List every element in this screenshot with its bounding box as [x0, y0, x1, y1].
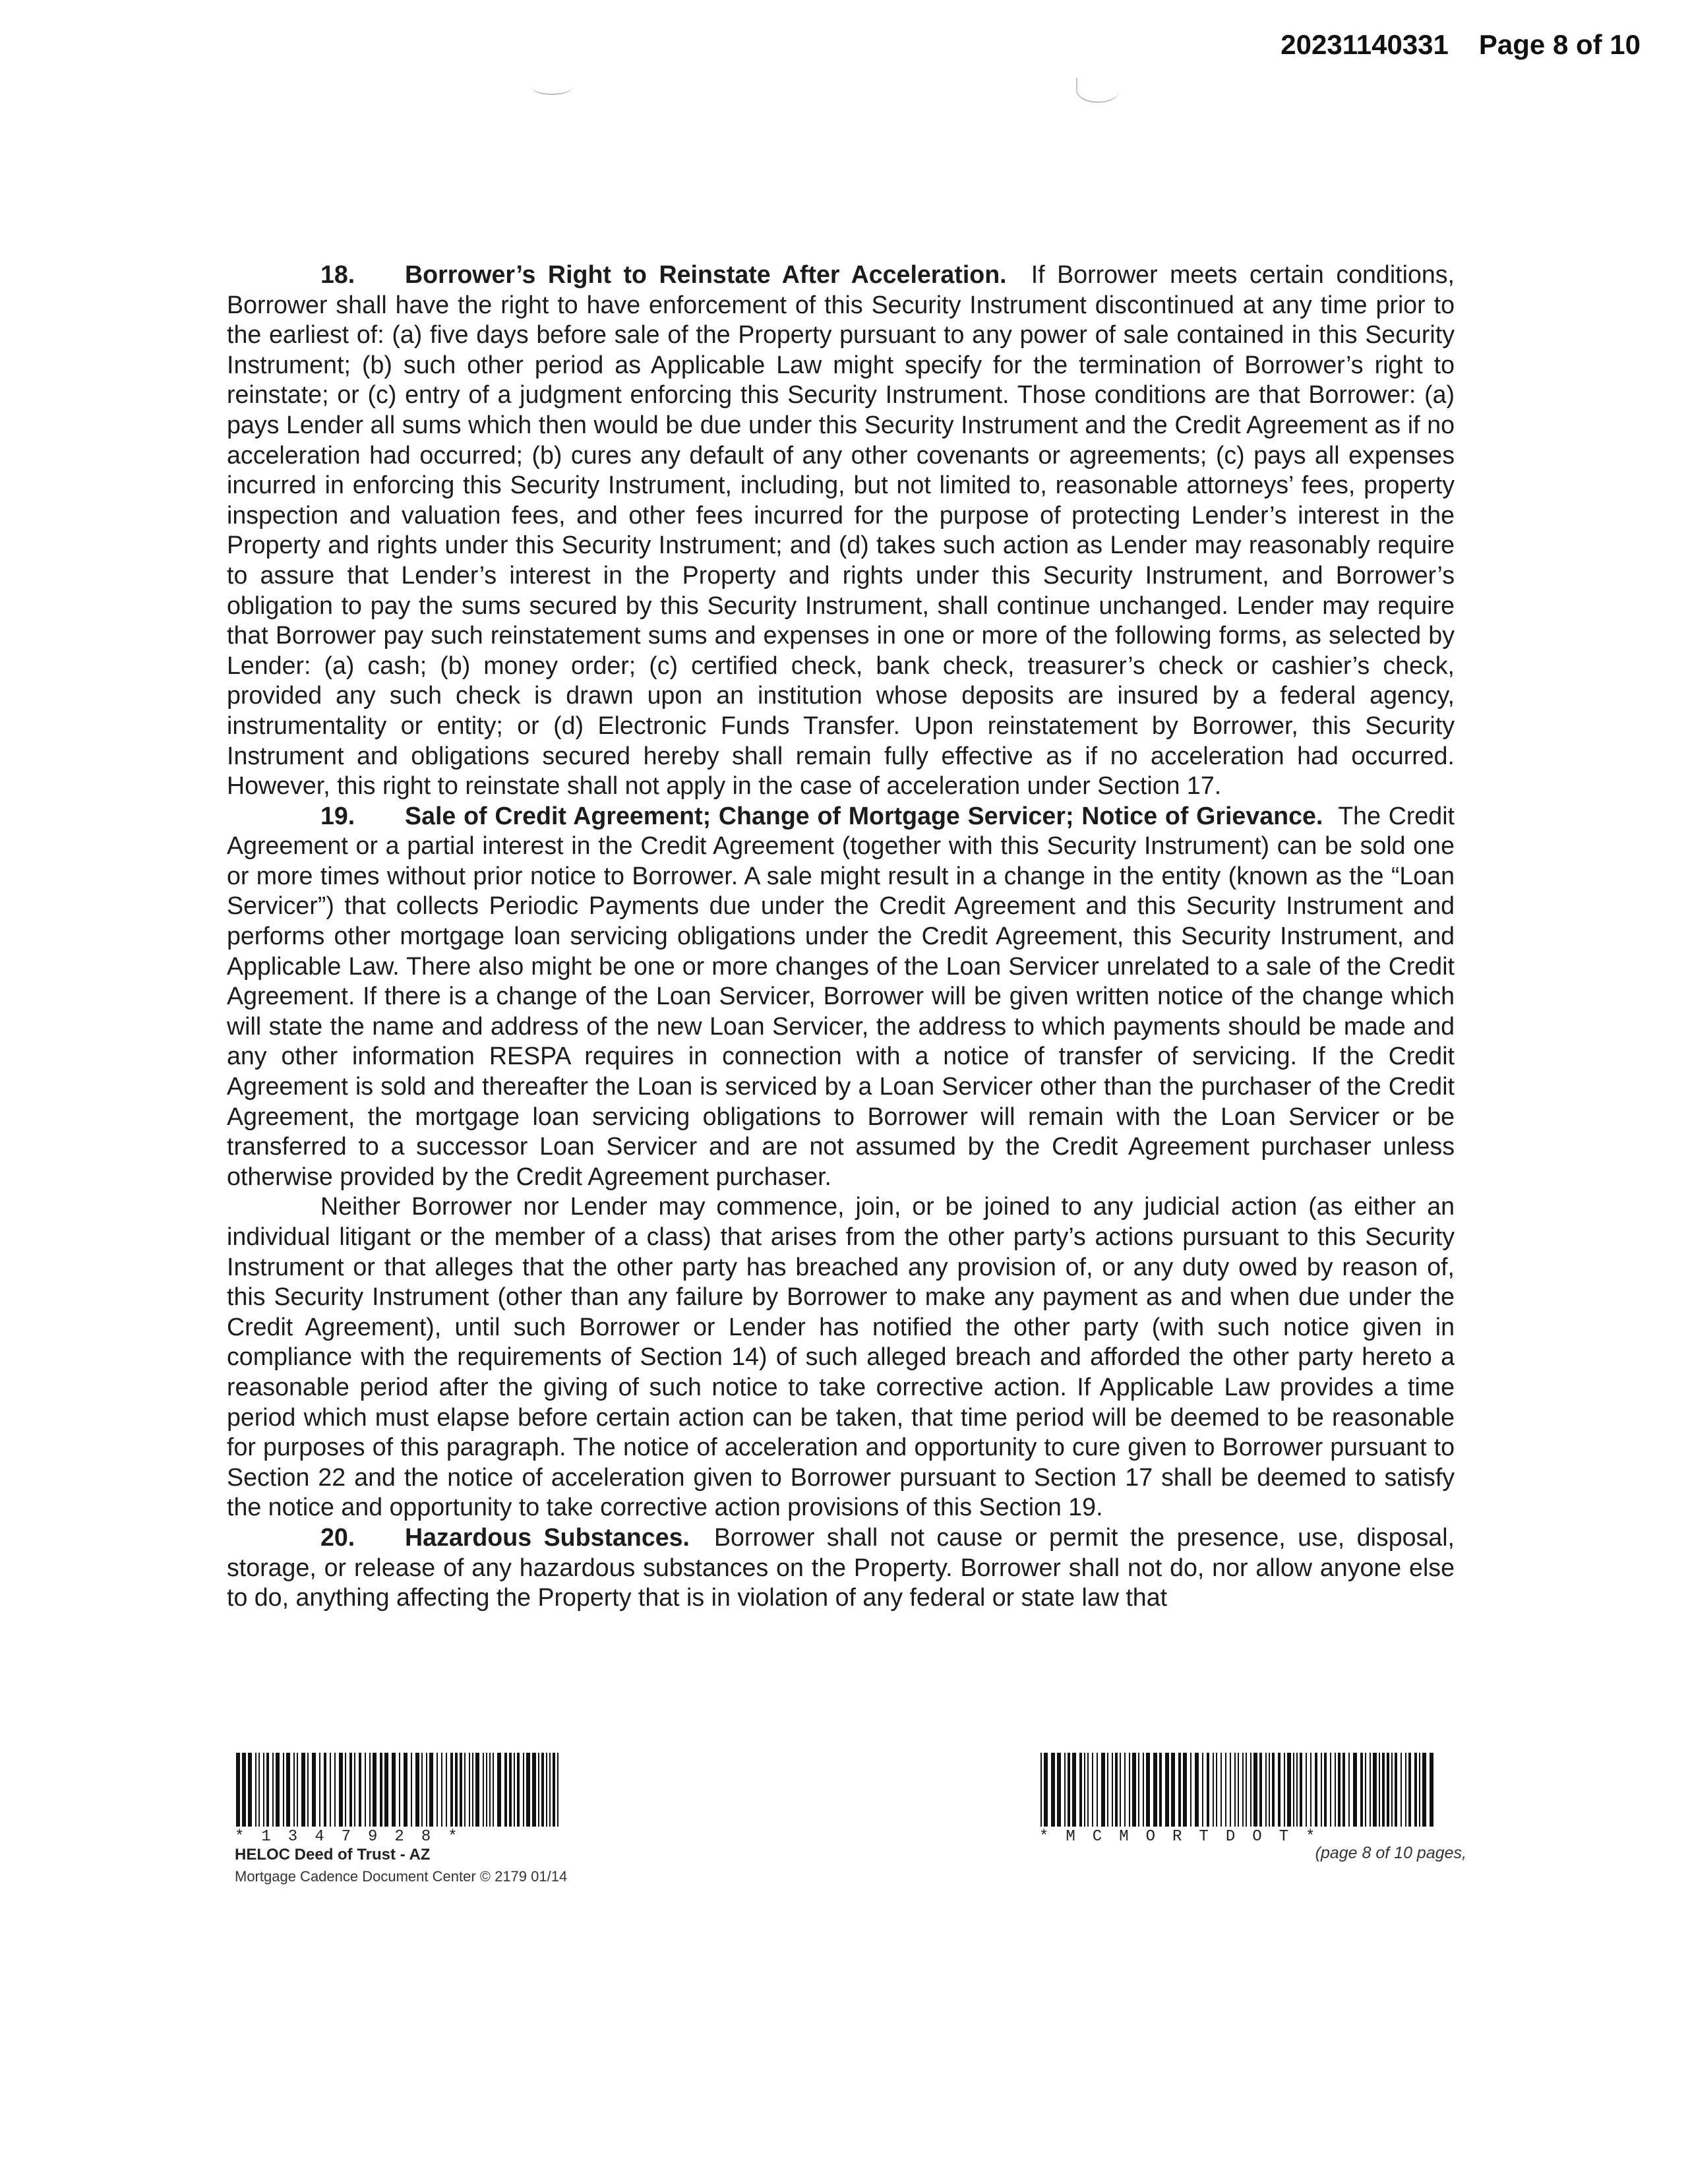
barcode-bar — [549, 1753, 551, 1827]
section-20 — [227, 1523, 1455, 1613]
barcode-bar — [509, 1753, 512, 1827]
barcode-bar — [1084, 1753, 1085, 1827]
barcode-bar — [1310, 1753, 1311, 1827]
document-body — [227, 260, 1455, 1613]
barcode-bar — [276, 1753, 280, 1827]
barcode-bar — [1068, 1753, 1070, 1827]
barcode-bar — [1153, 1753, 1157, 1827]
barcode-bar — [1178, 1753, 1181, 1827]
barcode-bar — [1040, 1753, 1042, 1827]
barcode-bar — [538, 1753, 539, 1827]
barcode-bar — [307, 1753, 309, 1827]
barcode-bar — [541, 1753, 544, 1827]
form-footer: Mortgage Cadence Document Center © 2179 01/14 — [235, 1868, 568, 1885]
section-19 — [227, 801, 1455, 1192]
barcode-bar — [546, 1753, 547, 1827]
barcode-bar — [392, 1753, 396, 1827]
barcode-left-graphic — [235, 1753, 563, 1827]
barcode-bar — [399, 1753, 400, 1827]
barcode-bar — [1132, 1753, 1136, 1827]
barcode-bar — [297, 1753, 298, 1827]
barcode-bar — [330, 1753, 331, 1827]
barcode-bar — [553, 1753, 555, 1827]
barcode-bar — [1072, 1753, 1076, 1827]
barcode-bar — [1278, 1753, 1281, 1827]
barcode-bar — [1183, 1753, 1187, 1827]
barcode-bar — [354, 1753, 355, 1827]
right-footer-block — [1039, 1753, 1435, 1846]
barcode-bar — [293, 1753, 295, 1827]
barcode-bar — [1330, 1753, 1331, 1827]
barcode-bar — [1365, 1753, 1366, 1827]
barcode-bar — [1138, 1753, 1139, 1827]
barcode-bar — [1044, 1753, 1048, 1827]
barcode-bar — [450, 1753, 453, 1827]
barcode-bar — [1401, 1753, 1402, 1827]
barcode-bar — [312, 1753, 316, 1827]
barcode-bar — [1379, 1753, 1380, 1827]
barcode-bar — [1238, 1753, 1239, 1827]
barcode-bar — [1293, 1753, 1294, 1827]
barcode-bar — [1284, 1753, 1285, 1827]
section-text: If Borrower meets certain conditions, Borrower shall have the right to have enforcement of this Security Instrument discontinued at any time prior to the earliest of: (a) five days before sale of the Property pursuant to any power of sale contained in this Security Instrument; (b) such other period as Applicable Law might specify for the termination of Borrower’s right to reinstate; or (c) entry of a judgment enforcing this Security Instrument. Those conditions are that Borrower: (a) pays Lender all sums which then would be due under this Security Instrument and the Credit Agreement as if no acceleration had occurred; (b) cures any default of any other covenants or agreements; (c) pays all expenses incurred in enforcing this Security Instrument, including, but not limited to, reasonable attorneys’ fees, property inspection and valuation fees, and other fees incurred for the purpose of protecting Lender’s interest in the Property and rights under this Security Instrument; and (d) takes such action as Lender may reasonably require to assure that Lender’s interest in the Property and rights under this Security Instrument, and Borrower’s obligation to pay the sums secured by this Security Instrument, shall continue unchanged. Lender may require that Borrower pay such reinstatement sums and expenses in one or more of the following forms, as selected by Lender: (a) cash; (b) money order; (c) certified check, bank check, treasurer’s check or cashier’s check, provided any such check is drawn upon an institution whose deposits are insured by a federal agency, instrumentality or entity; or (d) Electronic Funds Transfer. Upon reinstatement by Borrower, this Security Instrument and obligations secured hereby shall remain fully effective as if no acceleration had occurred. However, this right to reinstate shall not apply in the case of acceleration under Section 17. — [227, 260, 1455, 800]
barcode-bar — [384, 1753, 388, 1827]
barcode-bar — [1115, 1753, 1118, 1827]
barcode-bar — [514, 1753, 515, 1827]
barcode-bar — [1112, 1753, 1113, 1827]
section-text: The Credit Agreement or a partial interest in the Credit Agreement (together with this Security Instrument) can be sold one or more times without prior notice to Borrower. A sale might result in a change in the entity (known as the “Loan Servicer”) that collects Periodic Payments due under the Credit Agreement and this Security Instrument and performs other mortgage loan servicing obligations under the Credit Agreement, this Security Instrument, and Applicable Law. There also might be one or more changes of the Loan Servicer unrelated to a sale of the Credit Agreement. If there is a change of the Loan Servicer, Borrower will be given written notice of the change which will state the name and address of the new Loan Servicer, the address to which payments should be made and any other information RESPA requires in connection with a notice of transfer of servicing. If the Credit Agreement is sold and thereafter the Loan is serviced by a Loan Servicer other than the purchaser of the Credit Agreement, the mortgage loan servicing obligations to Borrower will remain with the Loan Servicer or be transferred to a successor Loan Servicer and are not assumed by the Credit Agreement purchaser unless otherwise provided by the Credit Agreement purchaser. — [227, 801, 1455, 1190]
barcode-bar — [557, 1753, 558, 1827]
barcode-bar — [426, 1753, 427, 1827]
barcode-bar — [1342, 1753, 1345, 1827]
barcode-bar — [1101, 1753, 1105, 1827]
barcode-bar — [489, 1753, 491, 1827]
barcode-bar — [1370, 1753, 1371, 1827]
barcode-bar — [1324, 1753, 1327, 1827]
barcode-bar — [437, 1753, 438, 1827]
barcode-bar — [1250, 1753, 1251, 1827]
barcode-bar — [1373, 1753, 1377, 1827]
barcode-bar — [1195, 1753, 1199, 1827]
document-number: 20231140331 — [1281, 29, 1449, 60]
barcode-bar — [1051, 1753, 1055, 1827]
barcode-bar — [263, 1753, 264, 1827]
barcode-bar — [493, 1753, 494, 1827]
barcode-bar — [1097, 1753, 1098, 1827]
barcode-bar — [1395, 1753, 1397, 1827]
barcode-bar — [475, 1753, 479, 1827]
barcode-right-graphic — [1039, 1753, 1435, 1827]
barcode-bar — [1064, 1753, 1066, 1827]
section-title: Sale of Credit Agreement; Change of Mortgage Servicer; Notice of Grievance. — [405, 801, 1323, 830]
barcode-bar — [1159, 1753, 1162, 1827]
barcode-bar — [486, 1753, 487, 1827]
barcode-bar — [1246, 1753, 1247, 1827]
barcode-bar — [1306, 1753, 1307, 1827]
barcode-bar — [1165, 1753, 1169, 1827]
barcode-bar — [469, 1753, 470, 1827]
barcode-bar — [1338, 1753, 1341, 1827]
barcode-bar — [286, 1753, 290, 1827]
barcode-bar — [1124, 1753, 1126, 1827]
barcode-bar — [334, 1753, 336, 1827]
barcode-bar — [1405, 1753, 1406, 1827]
barcode-bar — [1230, 1753, 1231, 1827]
section-19-paragraph-2 — [227, 1192, 1455, 1523]
barcode-bar — [1190, 1753, 1191, 1827]
barcode-bar — [1422, 1753, 1426, 1827]
barcode-left-text: *1347928* — [235, 1828, 475, 1846]
barcode-bar — [1057, 1753, 1061, 1827]
barcode-bar — [472, 1753, 473, 1827]
barcode-bar — [272, 1753, 274, 1827]
barcode-bar — [380, 1753, 382, 1827]
barcode-bar — [258, 1753, 260, 1827]
barcode-bar — [1079, 1753, 1082, 1827]
barcode-bar — [504, 1753, 507, 1827]
barcode-bar — [1272, 1753, 1275, 1827]
barcode-bar — [369, 1753, 371, 1827]
barcode-bar — [236, 1753, 240, 1827]
barcode-bar — [421, 1753, 423, 1827]
barcode-bar — [1213, 1753, 1214, 1827]
barcode-bar — [1287, 1753, 1291, 1827]
barcode-bar — [248, 1753, 252, 1827]
barcode-bar — [1259, 1753, 1262, 1827]
barcode-bar — [1207, 1753, 1209, 1827]
barcode-bar — [1242, 1753, 1244, 1827]
barcode-bar — [464, 1753, 466, 1827]
barcode-bar — [324, 1753, 326, 1827]
barcode-bar — [1143, 1753, 1144, 1827]
barcode-bar — [1171, 1753, 1175, 1827]
barcode-bar — [1202, 1753, 1203, 1827]
section-text: Borrower shall not cause or permit the presence, use, disposal, storage, or release of any hazardous substances on the Property. Borrower shall not do, nor allow anyone else to do, anything affecting the Property that is in violation of any federal or state law that — [227, 1523, 1455, 1612]
section-title: Borrower’s Right to Reinstate After Acceleration. — [405, 260, 1007, 288]
barcode-bar — [441, 1753, 442, 1827]
barcode-bar — [1253, 1753, 1257, 1827]
barcode-bar — [1234, 1753, 1236, 1827]
barcode-left — [235, 1753, 567, 1827]
barcode-bar — [404, 1753, 407, 1827]
barcode-bar — [1335, 1753, 1336, 1827]
barcode-bar — [1414, 1753, 1417, 1827]
barcode-right — [1039, 1753, 1435, 1827]
barcode-bar — [429, 1753, 433, 1827]
left-footer-block — [235, 1753, 567, 1885]
barcode-bar — [1216, 1753, 1217, 1827]
barcode-bar — [1321, 1753, 1322, 1827]
barcode-bar — [359, 1753, 361, 1827]
barcode-bar — [319, 1753, 320, 1827]
barcode-bar — [1408, 1753, 1411, 1827]
section-number: 20. — [320, 1523, 355, 1551]
page-count: (page 8 of 10 pages, — [1315, 1844, 1466, 1862]
barcode-bar — [1315, 1753, 1317, 1827]
barcode-bar — [1265, 1753, 1267, 1827]
section-number: 19. — [320, 801, 355, 830]
barcode-bar — [1269, 1753, 1270, 1827]
section-number: 18. — [320, 260, 355, 288]
barcode-bar — [1107, 1753, 1108, 1827]
barcode-bar — [242, 1753, 246, 1827]
barcode-bar — [411, 1753, 412, 1827]
barcode-bar — [532, 1753, 536, 1827]
page-label: Page 8 of 10 — [1478, 29, 1641, 60]
barcode-bar — [523, 1753, 524, 1827]
barcode-bar — [1087, 1753, 1089, 1827]
barcode-bar — [1430, 1753, 1433, 1827]
barcode-bar — [497, 1753, 501, 1827]
barcode-bar — [1092, 1753, 1093, 1827]
barcode-bar — [460, 1753, 462, 1827]
barcode-bar — [415, 1753, 419, 1827]
barcode-bar — [345, 1753, 346, 1827]
barcode-bar — [1129, 1753, 1130, 1827]
barcode-bar — [1221, 1753, 1222, 1827]
barcode-bar — [1353, 1753, 1357, 1827]
section-18 — [227, 260, 1455, 801]
barcode-bar — [1387, 1753, 1389, 1827]
scan-artifact — [1076, 78, 1120, 103]
barcode-bar — [1146, 1753, 1150, 1827]
barcode-bar — [373, 1753, 377, 1827]
barcode-bar — [1391, 1753, 1393, 1827]
form-name: HELOC Deed of Trust - AZ — [235, 1846, 431, 1864]
barcode-bar — [266, 1753, 269, 1827]
section-text: Neither Borrower nor Lender may commence, join, or be joined to any judicial action (as either an individual litigant or the member of a class) that arises from the other party’s actions pursuant to this Security Instrument or that alleges that the other party has breached any provision of, or any duty owed by reason of, this Security Instrument (other than any failure by Borrower to make any payment as and when due under the Credit Agreement), until such Borrower or Lender has notified the other party (with such notice given in compliance with the requirements of Section 14) of such alleged breach and afforded the other party hereto a reasonable period after the giving of such notice to take corrective action. If Applicable Law provides a time period which must elapse before certain action can be taken, that time period will be deemed to be reasonable for purposes of this paragraph. The notice of acceleration and opportunity to cure given to Borrower pursuant to Section 22 and the notice of acceleration given to Borrower pursuant to Section 17 shall be deemed to satisfy the notice and opportunity to take corrective action provisions of this Section 19. — [227, 1192, 1455, 1521]
section-title: Hazardous Substances. — [405, 1523, 690, 1551]
barcode-right-text: *MCMORTDOT* — [1039, 1828, 1333, 1846]
barcode-bar — [339, 1753, 343, 1827]
barcode-bar — [255, 1753, 256, 1827]
barcode-bar — [517, 1753, 520, 1827]
barcode-bar — [455, 1753, 458, 1827]
barcode-bar — [1348, 1753, 1350, 1827]
barcode-bar — [301, 1753, 305, 1827]
barcode-bar — [1300, 1753, 1302, 1827]
barcode-bar — [526, 1753, 530, 1827]
barcode-bar — [446, 1753, 447, 1827]
barcode-bar — [1120, 1753, 1121, 1827]
barcode-bar — [1382, 1753, 1385, 1827]
barcode-bar — [1225, 1753, 1226, 1827]
barcode-bar — [349, 1753, 352, 1827]
barcode-bar — [483, 1753, 484, 1827]
document-stamp — [1281, 29, 1641, 61]
barcode-bar — [1296, 1753, 1298, 1827]
barcode-bar — [1360, 1753, 1363, 1827]
scan-artifact — [531, 79, 572, 95]
barcode-bar — [283, 1753, 284, 1827]
barcode-bar — [1419, 1753, 1420, 1827]
barcode-bar — [365, 1753, 366, 1827]
